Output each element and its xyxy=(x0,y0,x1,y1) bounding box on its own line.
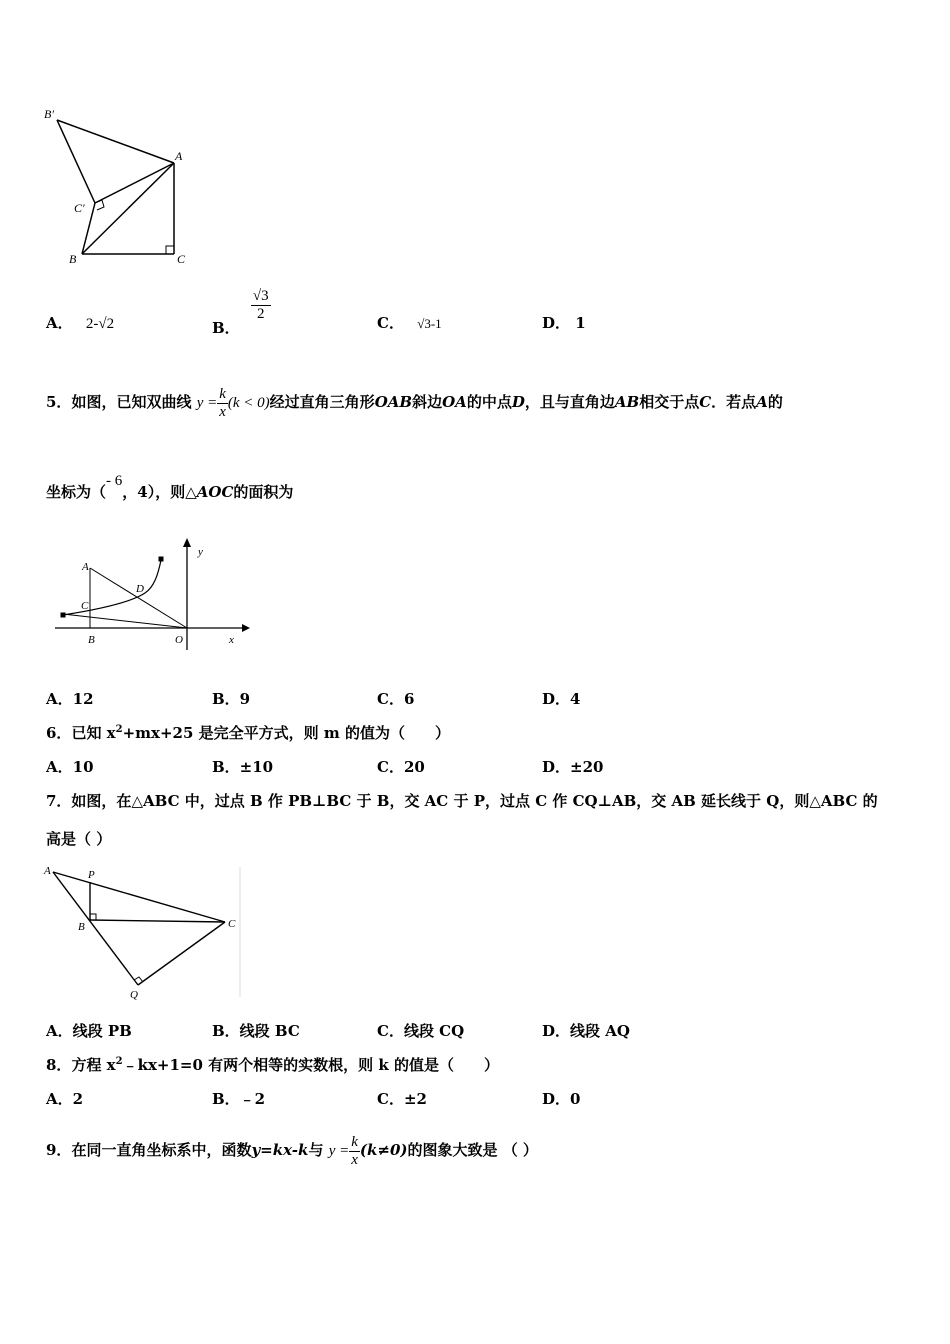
figure-q4-triangle xyxy=(40,100,200,270)
q5-option-d[interactable]: D．4 xyxy=(542,690,581,708)
label-c-prime: C′ xyxy=(74,201,85,215)
curve-end-right xyxy=(159,557,163,561)
label-a: A xyxy=(82,561,89,573)
formula-y: y = xyxy=(328,1143,350,1159)
q8-option-d[interactable]: D．0 xyxy=(542,1090,581,1108)
formula-y: y = xyxy=(196,395,218,411)
label-a: A xyxy=(175,149,183,163)
label-q: Q xyxy=(130,989,138,1001)
segment-a-b xyxy=(82,163,174,254)
q5-line2: 坐标为（- 6，4），则△AOC的面积为 xyxy=(46,473,294,501)
label-c: C xyxy=(81,600,89,612)
option-label: A． xyxy=(46,314,73,332)
q6-question: 6．已知 $x^2+mx+25$ 是完全平方式，则 m 的值为（ ） xyxy=(46,724,450,742)
label-x: x xyxy=(229,634,234,646)
right-angle-mark-c xyxy=(166,246,174,254)
label-d: D xyxy=(136,583,144,595)
q6-option-c[interactable]: C．20 xyxy=(377,758,425,776)
q7-question-line2: 高是（ ） xyxy=(46,830,112,848)
q9-question: 9．在同一直角坐标系中，函数y=kx-k与 y = $\frac{k}{x}$ (k≠0)的图象大致是 （ ） xyxy=(46,1134,538,1168)
label-p: P xyxy=(88,869,95,881)
q6-option-d[interactable]: D．±20 xyxy=(542,758,604,776)
label-b-prime: B′ xyxy=(44,107,54,121)
label-o: O xyxy=(175,634,183,646)
q4-option-b[interactable] xyxy=(212,288,271,337)
coord-x: - 6 xyxy=(106,473,123,489)
label-c: C xyxy=(228,918,236,930)
q5-line1: 5．如图，已知双曲线 y = $\frac{k}{x}$ (k < 0)经过直角三角形OAB斜边OA的中点D，且与直角边AB相交于点C．若点A的 xyxy=(46,386,783,420)
q7-option-c[interactable]: C．线段 CQ xyxy=(377,1022,465,1040)
option-value: √3-1 xyxy=(417,316,442,331)
segment-b-c xyxy=(90,920,225,922)
figure-q5-hyperbola xyxy=(50,535,250,655)
option-label: D． xyxy=(542,314,571,332)
y-axis-arrow xyxy=(183,538,191,547)
q7-question-line1: 7．如图，在△ABC 中，过点 B 作 PB⊥BC 于 B，交 AC 于 P，过点 C 作 CQ⊥AB，交 AB 延长线于 Q，则△ABC 的 xyxy=(46,792,878,810)
q7-option-b[interactable]: B．线段 BC xyxy=(212,1022,300,1040)
label-c: C xyxy=(177,252,186,266)
curve-end-left xyxy=(61,613,65,617)
formula-condition: (k < 0) xyxy=(227,395,270,411)
right-angle-mark-b xyxy=(90,914,96,920)
option-label: C． xyxy=(377,314,404,332)
q8-option-a[interactable]: A．2 xyxy=(46,1090,84,1108)
q6-option-a[interactable]: A．10 xyxy=(46,758,94,776)
q5-option-c[interactable]: C．6 xyxy=(377,690,415,708)
figure-q7-triangle xyxy=(40,862,245,1002)
q8-question: 8．方程 $x^2﹣kx+1=0$ 有两个相等的实数根，则 k 的值是（ ） xyxy=(46,1056,499,1074)
q5-option-a[interactable]: A．12 xyxy=(46,690,94,708)
option-value: 2-√2 xyxy=(85,316,115,332)
segment-c-q xyxy=(138,922,225,985)
segment-a-c xyxy=(53,872,225,922)
q7-option-d[interactable]: D．线段 AQ xyxy=(542,1022,630,1040)
formula-k-over-x: $\frac{k}{x}$ xyxy=(351,1134,358,1168)
x-axis-arrow xyxy=(242,624,250,632)
label-a: A xyxy=(44,865,51,877)
q4-option-c[interactable] xyxy=(377,312,442,333)
q5-option-b[interactable]: B．9 xyxy=(212,690,251,708)
label-b: B xyxy=(78,921,85,933)
function-linear: y=kx-k xyxy=(251,1141,309,1159)
option-value: 1 xyxy=(575,314,586,332)
segment-a-cprime xyxy=(95,163,174,203)
formula-condition: (k≠0) xyxy=(359,1141,408,1159)
q4-option-a[interactable] xyxy=(46,312,114,333)
segment-a-q xyxy=(53,872,138,985)
q8-option-c[interactable]: C．±2 xyxy=(377,1090,427,1108)
label-y: y xyxy=(198,546,203,558)
hyperbola-curve xyxy=(63,560,161,615)
fraction-sqrt3-over-2: $\frac{√3}{2}$ xyxy=(252,288,269,322)
q7-option-a[interactable]: A．线段 PB xyxy=(46,1022,132,1040)
formula-k-over-x: $\frac{k}{x}$ xyxy=(219,386,226,420)
label-b: B xyxy=(88,634,95,646)
q4-option-d[interactable] xyxy=(542,312,586,333)
option-label: B． xyxy=(212,319,240,337)
q8-option-b[interactable]: B．﹣2 xyxy=(212,1090,266,1108)
label-b: B xyxy=(69,252,77,266)
q6-option-b[interactable]: B．±10 xyxy=(212,758,274,776)
